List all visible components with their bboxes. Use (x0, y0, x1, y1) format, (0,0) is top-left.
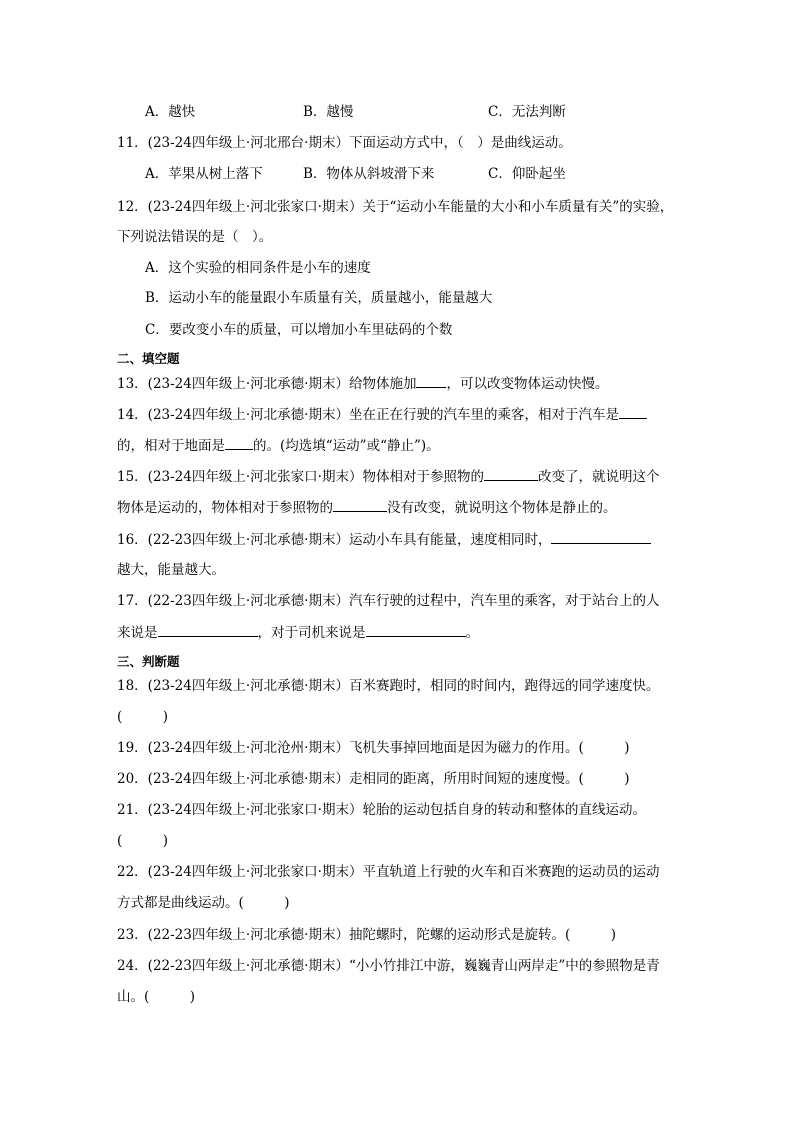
q14-line2-text-b: 的。(均选填“运动”或“静止”)。 (253, 438, 440, 454)
section-judgment-heading: 三、判断题 (117, 654, 180, 669)
q10-option-c: C．无法判断 (488, 104, 566, 120)
q16-blank[interactable] (551, 529, 651, 544)
q16-line1 (117, 529, 651, 550)
q15-line2-text-a: 物体是运动的，物体相对于参照物的 (117, 500, 333, 516)
q10-option-a: A．越快 (145, 104, 196, 120)
q22-line1: 22．(23-24四年级上·河北张家口·期末）平直轨道上行驶的火车和百米赛跑的运动员的运动 (117, 864, 660, 880)
q10-option-b: B．越慢 (303, 104, 354, 120)
q13-text-before: 13．(23-24四年级上·河北承德·期末）给物体施加 (117, 376, 417, 392)
q16-line1-text: 16．(22-23四年级上·河北承德·期末）运动小车具有能量，速度相同时， (117, 532, 552, 548)
q14-blank-1[interactable] (619, 404, 647, 419)
q15-blank-2[interactable] (333, 497, 387, 512)
q15-blank-1[interactable] (484, 466, 538, 481)
q11-text: 11．(23-24四年级上·河北邢台·期末）下面运动方式中，（ ）是曲线运动。 (117, 135, 572, 151)
q14-blank-2[interactable] (225, 435, 253, 450)
q14-line2-text-a: 的，相对于地面是 (117, 438, 225, 454)
q12-option-c: C．要改变小车的质量，可以增加小车里砝码的个数 (145, 322, 453, 338)
q24-line2: 山。( ) (117, 989, 196, 1005)
q22-line2: 方式都是曲线运动。( ) (117, 895, 290, 911)
q17-line2-text-a: 来说是 (117, 625, 158, 641)
q12-option-a: A．这个实验的相同条件是小车的速度 (145, 260, 371, 276)
q13-blank[interactable] (416, 373, 446, 388)
q14-line2 (117, 435, 440, 456)
q14-line1 (117, 404, 647, 425)
q12-line1: 12．(23-24四年级上·河北张家口·期末）关于“运动小车能量的大小和小车质量有关”的实验， (117, 199, 674, 215)
q13-text (117, 373, 608, 394)
q17-line2-text-b: ，对于司机来说是 (257, 625, 366, 641)
q11-option-a: A．苹果从树上落下 (145, 166, 263, 182)
q15-line1-text-b: 改变了，就说明这个 (537, 469, 660, 485)
q15-line2-text-b: 没有改变，就说明这个物体是静止的。 (387, 500, 617, 516)
q15-line1 (117, 466, 659, 487)
q17-line2-text-c: 。 (465, 625, 479, 641)
section-fill-blank-heading: 二、填空题 (117, 351, 180, 366)
q17-line2 (117, 622, 479, 643)
q19-text: 19．(23-24四年级上·河北沧州·期末）飞机失事掉回地面是因为磁力的作用。( ) (117, 740, 630, 756)
q17-blank-2[interactable] (366, 622, 466, 637)
q20-text: 20．(23-24四年级上·河北承德·期末）走相同的距离，所用时间短的速度慢。( ) (117, 771, 630, 787)
q17-line1: 17．(22-23四年级上·河北承德·期末）汽车行驶的过程中，汽车里的乘客，对于站台上的人 (117, 593, 660, 609)
q11-option-b: B．物体从斜坡滑下来 (303, 166, 435, 182)
q18-line1: 18．(23-24四年级上·河北承德·期末）百米赛跑时，相同的时间内，跑得远的同学速度快。 (117, 678, 660, 694)
q12-line2: 下列说法错误的是（ ）。 (117, 229, 273, 245)
q13-text-after: ，可以改变物体运动快慢。 (446, 376, 609, 392)
q14-line1-text: 14．(23-24四年级上·河北承德·期末）坐在正在行驶的汽车里的乘客，相对于汽车是 (117, 407, 619, 423)
q15-line1-text-a: 15．(23-24四年级上·河北张家口·期末）物体相对于参照物的 (117, 469, 484, 485)
q16-line2: 越大，能量越大。 (117, 562, 225, 578)
q11-option-c: C．仰卧起坐 (488, 166, 566, 182)
q18-answer-parens[interactable]: ( ) (117, 709, 169, 725)
q12-option-b: B．运动小车的能量跟小车质量有关，质量越小，能量越大 (145, 290, 493, 306)
q15-line2 (117, 497, 617, 518)
q21-answer-parens[interactable]: ( ) (117, 833, 169, 849)
q17-blank-1[interactable] (158, 622, 258, 637)
q24-line1: 24．(22-23四年级上·河北承德·期末）“小小竹排江中游，巍巍青山两岸走”中的参照物是青 (117, 958, 660, 974)
q23-text: 23．(22-23四年级上·河北承德·期末）抽陀螺时，陀螺的运动形式是旋转。( ) (117, 927, 616, 943)
q21-line1: 21．(23-24四年级上·河北张家口·期末）轮胎的运动包括自身的转动和整体的直线运动。 (117, 802, 646, 818)
